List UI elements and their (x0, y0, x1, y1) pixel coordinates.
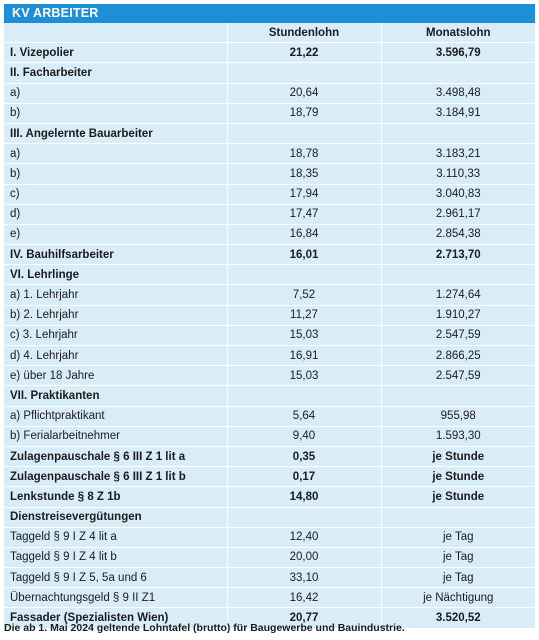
row-label: Zulagenpauschale § 6 III Z 1 lit a (4, 446, 227, 466)
wage-table-card (4, 4, 535, 629)
row-label: a) (4, 144, 227, 164)
table-row (4, 285, 535, 305)
table-row (4, 204, 535, 224)
row-stundenlohn: 9,40 (227, 426, 381, 446)
row-monatslohn: 1.593,30 (381, 426, 535, 446)
row-monatslohn: je Tag (381, 527, 535, 547)
row-monatslohn: 3.520,52 (381, 608, 535, 628)
table-title: KV ARBEITER (4, 4, 535, 23)
row-stundenlohn: 15,03 (227, 366, 381, 386)
row-label: Übernachtungsgeld § 9 II Z1 (4, 588, 227, 608)
row-monatslohn: 2.713,70 (381, 245, 535, 265)
header-monatslohn: Monatslohn (381, 23, 535, 43)
table-row (4, 224, 535, 244)
row-label: b) 2. Lehrjahr (4, 305, 227, 325)
table-row (4, 305, 535, 325)
row-monatslohn: 2.547,59 (381, 325, 535, 345)
row-label: c) 3. Lehrjahr (4, 325, 227, 345)
row-monatslohn: 2.854,38 (381, 224, 535, 244)
row-label: b) (4, 164, 227, 184)
row-monatslohn: 3.596,79 (381, 43, 535, 63)
row-monatslohn (381, 123, 535, 143)
row-stundenlohn: 12,40 (227, 527, 381, 547)
header-stundenlohn: Stundenlohn (227, 23, 381, 43)
row-monatslohn: 2.961,17 (381, 204, 535, 224)
row-label: c) (4, 184, 227, 204)
row-stundenlohn: 17,47 (227, 204, 381, 224)
table-row (4, 164, 535, 184)
row-stundenlohn: 16,01 (227, 245, 381, 265)
row-label: e) (4, 224, 227, 244)
row-stundenlohn: 20,00 (227, 547, 381, 567)
row-stundenlohn (227, 123, 381, 143)
table-row (4, 103, 535, 123)
table-row (4, 467, 535, 487)
table-row (4, 123, 535, 143)
row-label: VII. Praktikanten (4, 386, 227, 406)
row-monatslohn: 1.274,64 (381, 285, 535, 305)
row-label: Taggeld § 9 I Z 4 lit b (4, 547, 227, 567)
table-row (4, 568, 535, 588)
row-label: III. Angelernte Bauarbeiter (4, 123, 227, 143)
row-monatslohn: 3.110,33 (381, 164, 535, 184)
row-monatslohn: 1.910,27 (381, 305, 535, 325)
row-label: a) (4, 83, 227, 103)
header-row (4, 23, 535, 43)
wage-table (4, 23, 535, 629)
row-stundenlohn: 7,52 (227, 285, 381, 305)
row-label: d) 4. Lehrjahr (4, 346, 227, 366)
row-stundenlohn (227, 63, 381, 83)
row-monatslohn: je Nächtigung (381, 588, 535, 608)
row-monatslohn: 2.547,59 (381, 366, 535, 386)
table-row (4, 588, 535, 608)
row-label: Taggeld § 9 I Z 4 lit a (4, 527, 227, 547)
table-row (4, 144, 535, 164)
table-row (4, 547, 535, 567)
row-label: IV. Bauhilfsarbeiter (4, 245, 227, 265)
table-row (4, 245, 535, 265)
table-caption: Die ab 1. Mai 2024 geltende Lohntafel (brutto) für Baugewerbe und Bauindustrie. (4, 622, 405, 634)
row-monatslohn (381, 507, 535, 527)
table-row (4, 406, 535, 426)
table-row (4, 507, 535, 527)
row-label: Fassader (Spezialisten Wien) (4, 608, 227, 628)
row-monatslohn (381, 265, 535, 285)
row-label: a) Pflichtpraktikant (4, 406, 227, 426)
row-monatslohn: je Stunde (381, 487, 535, 507)
row-stundenlohn: 18,78 (227, 144, 381, 164)
row-label: Lenkstunde § 8 Z 1b (4, 487, 227, 507)
row-stundenlohn: 21,22 (227, 43, 381, 63)
table-row (4, 366, 535, 386)
row-stundenlohn: 18,79 (227, 103, 381, 123)
row-stundenlohn: 14,80 (227, 487, 381, 507)
row-label: Dienstreisevergütungen (4, 507, 227, 527)
table-row (4, 426, 535, 446)
row-monatslohn: je Tag (381, 568, 535, 588)
row-stundenlohn: 16,42 (227, 588, 381, 608)
row-stundenlohn (227, 265, 381, 285)
row-stundenlohn: 5,64 (227, 406, 381, 426)
row-label: d) (4, 204, 227, 224)
row-label: Taggeld § 9 I Z 5, 5a und 6 (4, 568, 227, 588)
row-monatslohn: 3.183,21 (381, 144, 535, 164)
row-monatslohn: je Stunde (381, 446, 535, 466)
row-label: Zulagenpauschale § 6 III Z 1 lit b (4, 467, 227, 487)
table-row (4, 83, 535, 103)
row-monatslohn: je Tag (381, 547, 535, 567)
row-stundenlohn: 11,27 (227, 305, 381, 325)
row-monatslohn (381, 386, 535, 406)
row-monatslohn: je Stunde (381, 467, 535, 487)
row-label: II. Facharbeiter (4, 63, 227, 83)
row-label: I. Vizepolier (4, 43, 227, 63)
row-stundenlohn (227, 386, 381, 406)
table-row (4, 446, 535, 466)
row-monatslohn: 3.040,83 (381, 184, 535, 204)
table-row (4, 184, 535, 204)
row-stundenlohn: 16,91 (227, 346, 381, 366)
row-monatslohn: 955,98 (381, 406, 535, 426)
table-row (4, 325, 535, 345)
row-label: b) Ferialarbeitnehmer (4, 426, 227, 446)
row-label: e) über 18 Jahre (4, 366, 227, 386)
row-stundenlohn: 33,10 (227, 568, 381, 588)
row-stundenlohn: 20,64 (227, 83, 381, 103)
table-row (4, 386, 535, 406)
row-label: b) (4, 103, 227, 123)
row-monatslohn (381, 63, 535, 83)
row-stundenlohn: 18,35 (227, 164, 381, 184)
row-label: a) 1. Lehrjahr (4, 285, 227, 305)
row-stundenlohn (227, 507, 381, 527)
row-stundenlohn: 0,35 (227, 446, 381, 466)
table-row (4, 346, 535, 366)
row-monatslohn: 3.184,91 (381, 103, 535, 123)
table-row (4, 527, 535, 547)
row-stundenlohn: 17,94 (227, 184, 381, 204)
header-category (4, 23, 227, 43)
row-label: VI. Lehrlinge (4, 265, 227, 285)
row-stundenlohn: 20,77 (227, 608, 381, 628)
row-stundenlohn: 15,03 (227, 325, 381, 345)
row-stundenlohn: 16,84 (227, 224, 381, 244)
table-row (4, 487, 535, 507)
row-stundenlohn: 0,17 (227, 467, 381, 487)
row-monatslohn: 2.866,25 (381, 346, 535, 366)
row-monatslohn: 3.498,48 (381, 83, 535, 103)
table-row (4, 63, 535, 83)
table-body (4, 43, 535, 628)
table-row (4, 265, 535, 285)
table-row (4, 43, 535, 63)
